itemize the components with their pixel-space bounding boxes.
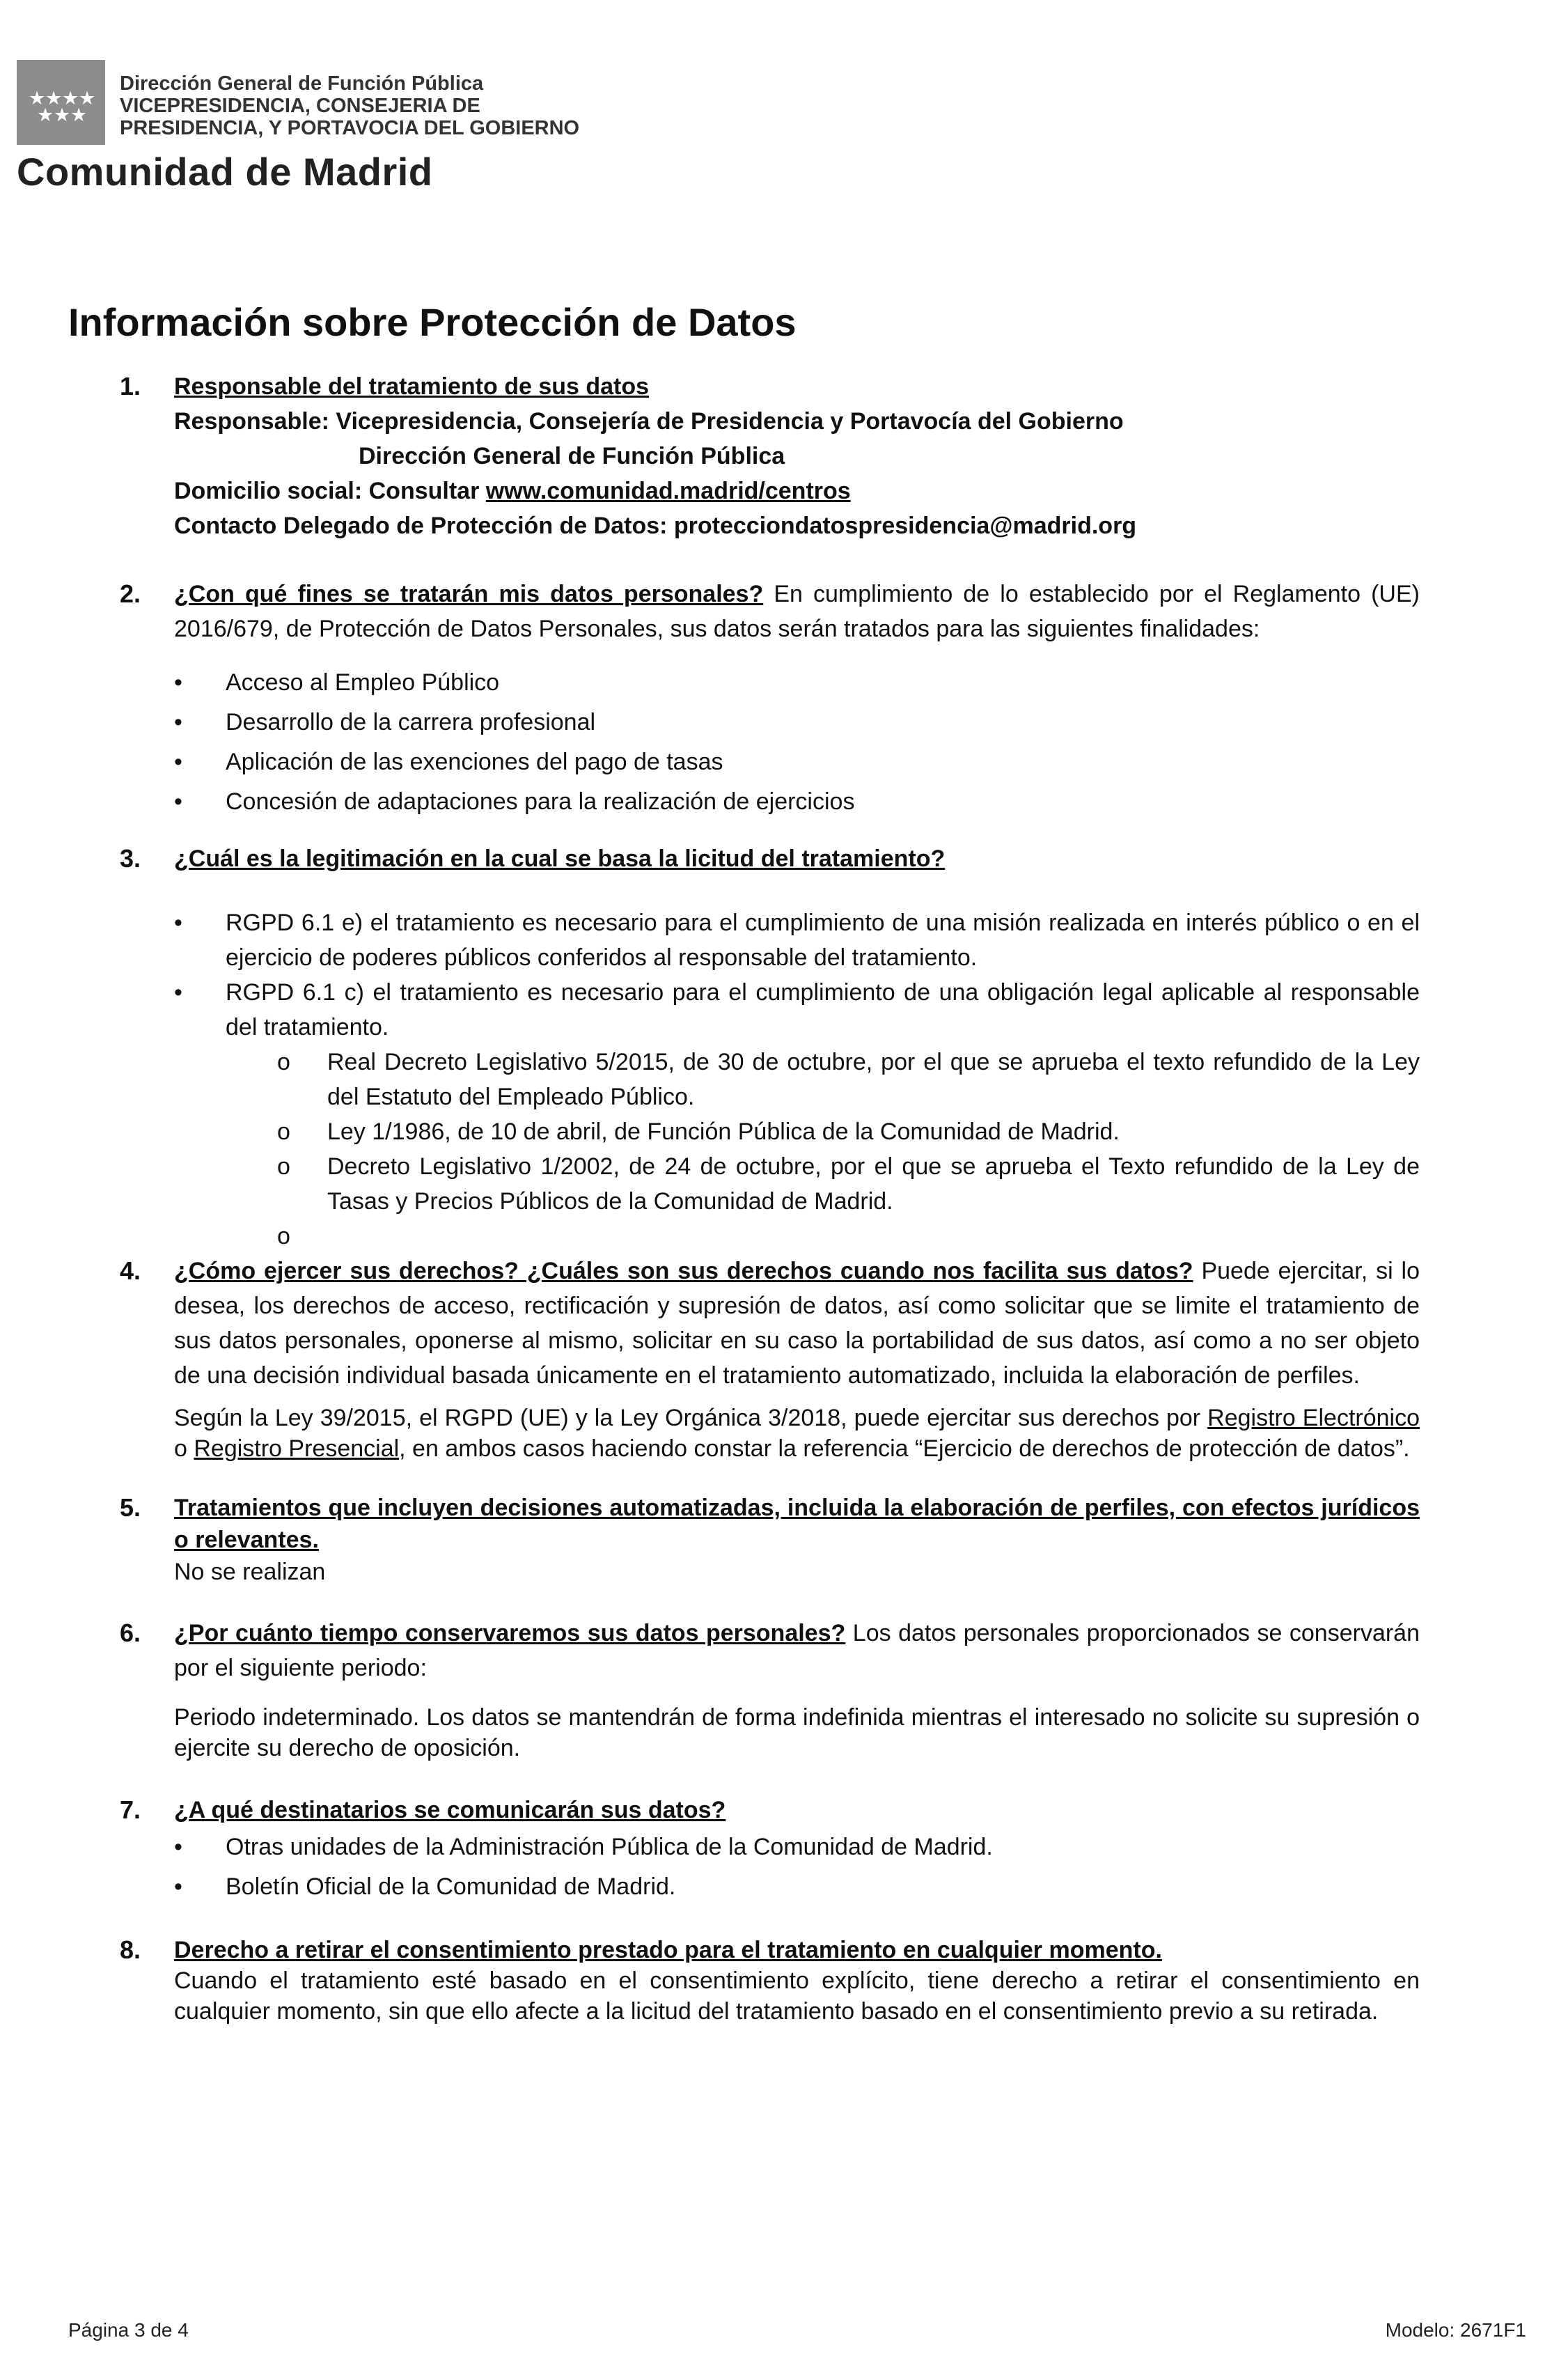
dpo-contact-line: Contacto Delegado de Protección de Datos: protecciondatospresidencia@madrid.org (174, 513, 1137, 539)
department-name (120, 72, 579, 139)
model-number: Modelo: 2671F1 (1385, 2319, 1526, 2341)
list-item (174, 905, 1420, 975)
registry-text-2: o (174, 1435, 194, 1462)
sub-list-item-text: Decreto Legislativo 1/2002, de 24 de octubre, por el que se aprueba el Texto refundido de la Ley de Tasas y Precios Públicos de la Comunidad de Madrid. (327, 1153, 1420, 1215)
section-text: En cumplimiento de lo establecido por el Reglamento (UE) 2016/679, de Protección de Datos Personales, sus datos serán tratados para las siguientes finalidades: (174, 581, 1420, 642)
list-item-text: RGPD 6.1 e) el tratamiento es necesario para el cumplimiento de una misión realizada en interés público o en el ejercicio de poderes públicos conferidos al responsable del tratamiento. (226, 910, 1420, 971)
section-5 (0, 1492, 1568, 1588)
section-heading: ¿Cuál es la legitimación en la cual se basa la licitud del tratamiento? (174, 845, 946, 872)
bullet-circle: o (277, 1118, 290, 1145)
section-heading: ¿Cómo ejercer sus derechos? ¿Cuáles son sus derechos cuando nos facilita sus datos? (174, 1258, 1193, 1284)
bullet-dot: • (174, 709, 182, 735)
registro-electronico-link[interactable]: Registro Electrónico (1207, 1405, 1420, 1431)
section-heading: ¿Por cuánto tiempo conservaremos sus datos personales? (174, 1620, 846, 1646)
page-title: Información sobre Protección de Datos (68, 300, 797, 344)
section-text: No se realizan (174, 1559, 326, 1585)
org-name: Comunidad de Madrid (17, 150, 433, 194)
list-item (174, 1827, 1420, 1867)
page-number: Página 3 de 4 (68, 2319, 189, 2341)
domicilio-line (174, 474, 1420, 508)
list-item (174, 782, 1420, 822)
sub-list-item (277, 1149, 1420, 1219)
legislation-list (174, 1045, 1420, 1254)
bullet-dot: • (174, 979, 182, 1006)
retention-period: Periodo indeterminado. Los datos se mantendrán de forma indefinida mientras el interesado no solicite su supresión o ejercite su derecho de oposición. (174, 1704, 1420, 1761)
bullet-dot: • (174, 1834, 182, 1860)
madrid-stars-logo-icon: ★ ★ ★ ★ ★ ★ ★ (17, 60, 105, 145)
sub-list-item-text: Real Decreto Legislativo 5/2015, de 30 de octubre, por el que se aprueba el texto refundido de la Ley del Estatuto del Empleado Público. (327, 1049, 1420, 1110)
list-item-text: Aplicación de las exenciones del pago de tasas (226, 749, 723, 775)
header (17, 60, 783, 199)
registro-presencial-link[interactable]: Registro Presencial (194, 1435, 400, 1462)
sub-list-item-text: Ley 1/1986, de 10 de abril, de Función Pública de la Comunidad de Madrid. (327, 1118, 1120, 1145)
bullet-dot: • (174, 788, 182, 815)
bullet-dot: • (174, 1873, 182, 1900)
list-item (174, 975, 1420, 1045)
legal-basis-list (174, 905, 1420, 1045)
recipients-list (174, 1827, 1420, 1907)
section-text: Cuando el tratamiento esté basado en el consentimiento explícito, tiene derecho a retirar el consentimiento en cualquier momento, sin que ello afecte a la licitud del tratamiento basado en el consentimiento previo a su retirada. (174, 1967, 1420, 2025)
registry-text-3: , en ambos casos haciendo constar la referencia “Ejercicio de derechos de protección de datos”. (399, 1435, 1410, 1462)
list-item (174, 742, 1420, 782)
dept-line-3: PRESIDENCIA, Y PORTAVOCIA DEL GOBIERNO (120, 117, 580, 139)
section-1 (0, 369, 1568, 543)
section-6 (0, 1616, 1568, 1763)
section-heading: ¿A qué destinatarios se comunicarán sus datos? (174, 1797, 726, 1823)
section-text: Puede ejercitar, si lo desea, los derechos de acceso, rectificación y supresión de datos, así como solicitar que se limite el tratamiento de sus datos personales, oponerse al mismo, solicitar en su caso la portabilidad de sus datos, así como a no ser objeto de una decisión individual basada únicamente en el tratamiento automatizado, incluida la elaboración de perfiles. (174, 1258, 1420, 1389)
section-heading: Responsable del tratamiento de sus datos (174, 373, 650, 400)
section-3 (0, 841, 1568, 1254)
list-item-text: Desarrollo de la carrera profesional (226, 709, 596, 735)
registry-text-1: Según la Ley 39/2015, el RGPD (UE) y la Ley Orgánica 3/2018, puede ejercitar sus derechos por (174, 1405, 1208, 1431)
list-item-text: RGPD 6.1 c) el tratamiento es necesario para el cumplimiento de una obligación legal aplicable al responsable del tratamiento. (226, 979, 1420, 1040)
list-item-text: Boletín Oficial de la Comunidad de Madrid. (226, 1873, 676, 1900)
section-8 (0, 1935, 1568, 2027)
section-4 (0, 1254, 1568, 1464)
sub-list-item (277, 1219, 1420, 1254)
section-number: 6. (120, 1619, 141, 1647)
section-paragraph (174, 1616, 1420, 1685)
section-heading: Derecho a retirar el consentimiento prestado para el tratamiento en cualquier momento. (174, 1937, 1162, 1963)
dept-line-2: VICEPRESIDENCIA, CONSEJERIA DE (120, 95, 480, 117)
bullet-dot: • (174, 910, 182, 936)
responsable-line: Responsable: Vicepresidencia, Consejería de Presidencia y Portavocía del Gobierno (174, 408, 1124, 435)
section-7 (0, 1793, 1568, 1907)
bullet-circle: o (277, 1153, 290, 1180)
section-paragraph (174, 577, 1420, 646)
document-body (0, 369, 1568, 2027)
section-number: 4. (120, 1256, 141, 1285)
dept-line-1: Dirección General de Función Pública (120, 72, 484, 95)
section-number: 1. (120, 372, 141, 400)
domicilio-label: Domicilio social: Consultar (174, 478, 486, 504)
list-item-text: Concesión de adaptaciones para la realización de ejercicios (226, 788, 855, 815)
registry-paragraph (174, 1403, 1420, 1464)
list-item-text: Otras unidades de la Administración Pública de la Comunidad de Madrid. (226, 1834, 993, 1860)
centros-link[interactable]: www.comunidad.madrid/centros (485, 478, 851, 504)
section-heading: ¿Con qué fines se tratarán mis datos personales? (174, 581, 764, 607)
list-item-text: Acceso al Empleo Público (226, 669, 500, 696)
section-number: 5. (120, 1493, 141, 1522)
section-number: 8. (120, 1935, 141, 1964)
section-number: 3. (120, 844, 141, 873)
sub-list-item (277, 1045, 1420, 1114)
section-heading: Tratamientos que incluyen decisiones automatizadas, incluida la elaboración de perfiles, con efectos jurídicos o relevantes. (174, 1495, 1420, 1553)
list-item (174, 1867, 1420, 1907)
sub-list-item (277, 1114, 1420, 1149)
section-2 (0, 577, 1568, 822)
bullet-circle: o (277, 1049, 290, 1075)
list-item (174, 703, 1420, 742)
purposes-list (174, 663, 1420, 822)
section-number: 2. (120, 579, 141, 608)
direccion-line: Dirección General de Función Pública (359, 443, 785, 469)
list-item (174, 663, 1420, 703)
section-paragraph (174, 1254, 1420, 1393)
bullet-circle: o (277, 1223, 290, 1249)
bullet-dot: • (174, 749, 182, 775)
bullet-dot: • (174, 669, 182, 696)
section-number: 7. (120, 1795, 141, 1824)
section-text: Los datos personales proporcionados se conservarán por el siguiente periodo: (174, 1620, 1420, 1681)
